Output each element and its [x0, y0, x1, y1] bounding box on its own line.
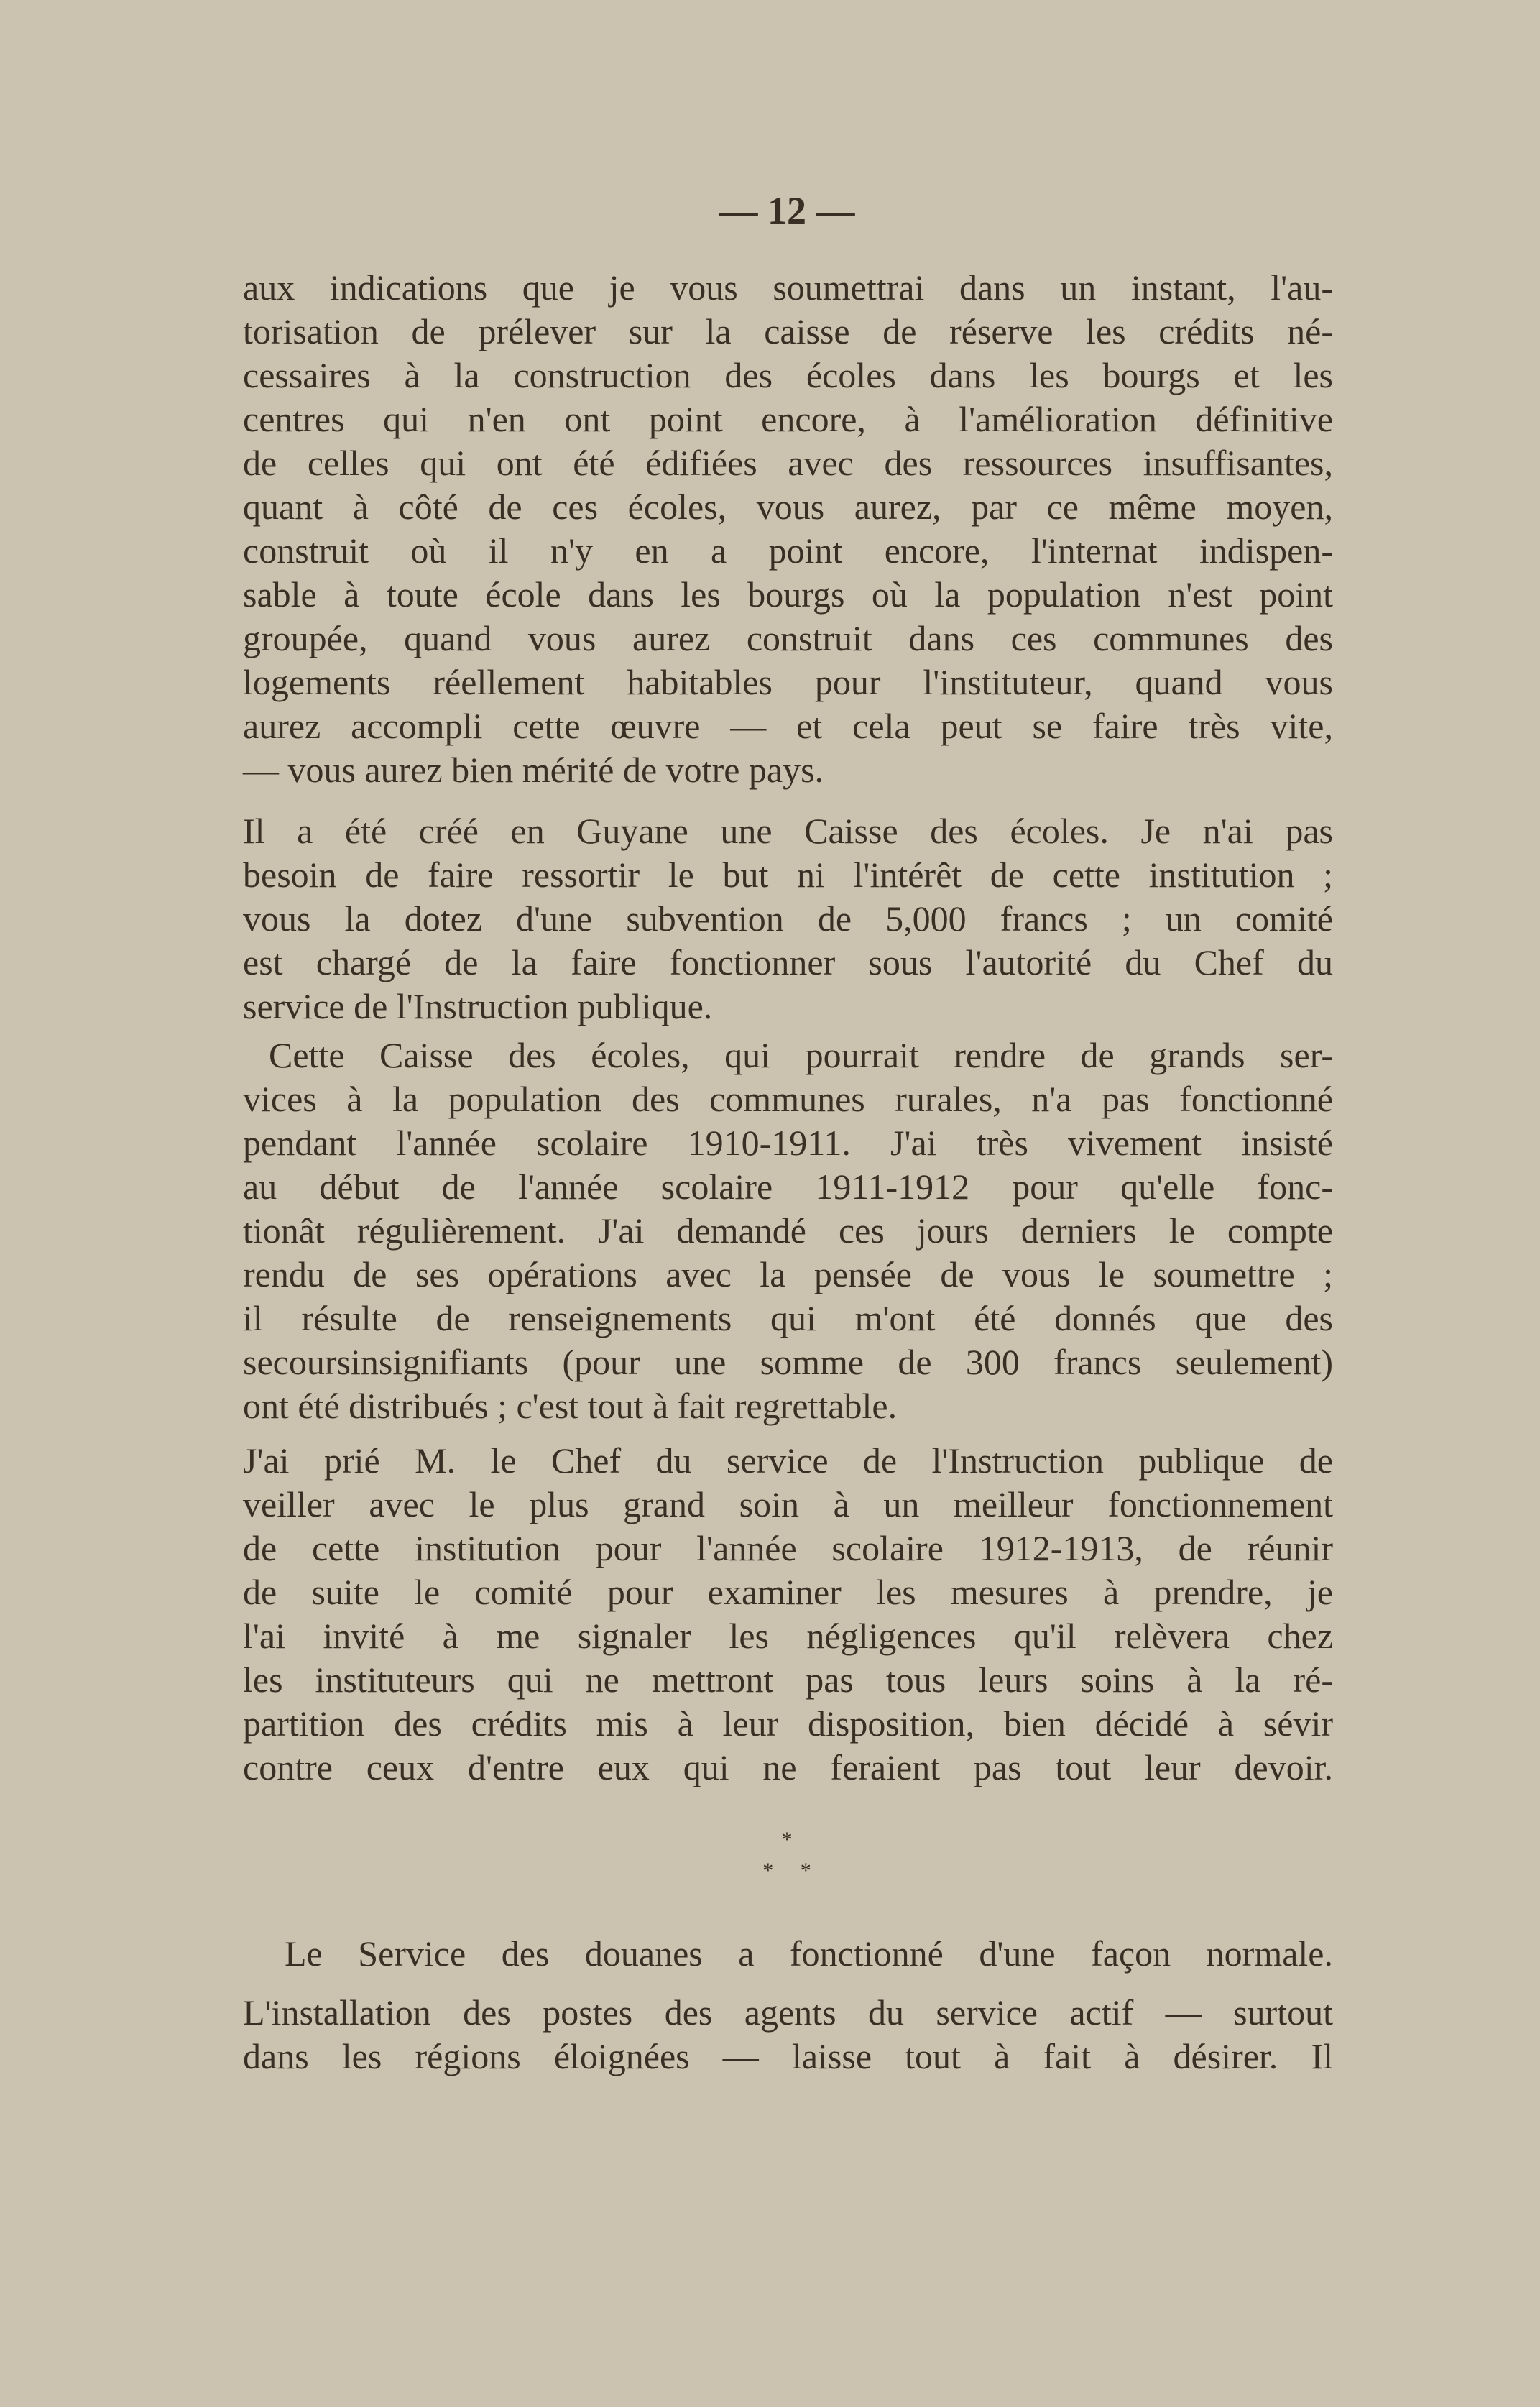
- text-line: secoursinsignifiants (pour une somme de 300 francs seulement): [243, 1342, 1333, 1382]
- text-line: vous la dotez d'une subvention de 5,000 francs ; un comité: [243, 898, 1333, 939]
- paragraph-6: [243, 1991, 1333, 2079]
- text-line: veiller avec le plus grand soin à un meilleur fonctionnement: [243, 1484, 1333, 1524]
- text-line: service de l'Instruction publique.: [243, 986, 713, 1026]
- paragraph-4: [243, 1439, 1333, 1790]
- text-line: de cette institution pour l'année scolaire 1912-1913, de réunir: [243, 1528, 1333, 1568]
- text-line: au début de l'année scolaire 1911-1912 pour qu'elle fonc-: [243, 1166, 1333, 1207]
- text-line: Le Service des douanes a fonctionné d'une façon normale.: [285, 1933, 1333, 1974]
- text-line: aux indications que je vous soumettrai dans un instant, l'au-: [243, 267, 1333, 308]
- text-line: centres qui n'en ont point encore, à l'amélioration définitive: [243, 399, 1333, 439]
- text-line: de celles qui ont été édifiées avec des ressources insuffisantes,: [243, 443, 1333, 483]
- text-line: logements réellement habitables pour l'instituteur, quand vous: [243, 662, 1333, 702]
- text-line: est chargé de la faire fonctionner sous l'autorité du Chef du: [243, 942, 1333, 982]
- text-line: construit où il n'y en a point encore, l'internat indispen-: [243, 530, 1333, 571]
- text-line: pendant l'année scolaire 1910-1911. J'ai très vivement insisté: [243, 1123, 1333, 1163]
- text-line: cessaires à la construction des écoles dans les bourgs et les: [243, 355, 1333, 395]
- page-number: — 12 —: [719, 189, 855, 232]
- text-line: groupée, quand vous aurez construit dans ces communes des: [243, 618, 1333, 658]
- text-line: aurez accompli cette œuvre — et cela peut se faire très vite,: [243, 706, 1333, 746]
- text-line: — vous aurez bien mérité de votre pays.: [243, 750, 824, 790]
- text-line: rendu de ses opérations avec la pensée de vous le soumettre ;: [243, 1254, 1333, 1294]
- text-line: ont été distribués ; c'est tout à fait regrettable.: [243, 1386, 898, 1426]
- text-line: Il a été créé en Guyane une Caisse des écoles. Je n'ai pas: [243, 811, 1333, 851]
- text-line: l'ai invité à me signaler les négligences qu'il relèvera chez: [243, 1616, 1333, 1656]
- text-line: sable à toute école dans les bourgs où la population n'est point: [243, 574, 1333, 615]
- text-line: Cette Caisse des écoles, qui pourrait rendre de grands ser-: [269, 1035, 1333, 1075]
- text-line: contre ceux d'entre eux qui ne feraient pas tout leur devoir.: [243, 1747, 1333, 1787]
- paragraph-2: [243, 809, 1333, 1028]
- text-line: J'ai prié M. le Chef du service de l'Instruction publique de: [243, 1440, 1333, 1481]
- text-line: les instituteurs qui ne mettront pas tous leurs soins à la ré-: [243, 1660, 1333, 1700]
- text-line: quant à côté de ces écoles, vous aurez, par ce même moyen,: [243, 487, 1333, 527]
- separator-star-top: *: [781, 1828, 793, 1851]
- text-line: besoin de faire ressortir le but ni l'intérêt de cette institution ;: [243, 855, 1333, 895]
- paragraph-5: [243, 1932, 1333, 1976]
- text-line: il résulte de renseignements qui m'ont été donnés que des: [243, 1298, 1333, 1338]
- paragraph-3: [243, 1034, 1333, 1428]
- paragraph-1: [243, 266, 1333, 792]
- text-line: torisation de prélever sur la caisse de réserve les crédits né-: [243, 311, 1333, 351]
- text-line: dans les régions éloignées — laisse tout à fait à désirer. Il: [243, 2036, 1333, 2076]
- text-line: vices à la population des communes rurales, n'a pas fonctionné: [243, 1079, 1333, 1119]
- separator-stars-bottom: * *: [762, 1859, 811, 1882]
- text-line: L'installation des postes des agents du service actif — surtout: [243, 1992, 1333, 2033]
- text-line: partition des crédits mis à leur disposition, bien décidé à sévir: [243, 1703, 1333, 1744]
- text-line: de suite le comité pour examiner les mesures à prendre, je: [243, 1572, 1333, 1612]
- text-line: tionât régulièrement. J'ai demandé ces jours derniers le compte: [243, 1210, 1333, 1251]
